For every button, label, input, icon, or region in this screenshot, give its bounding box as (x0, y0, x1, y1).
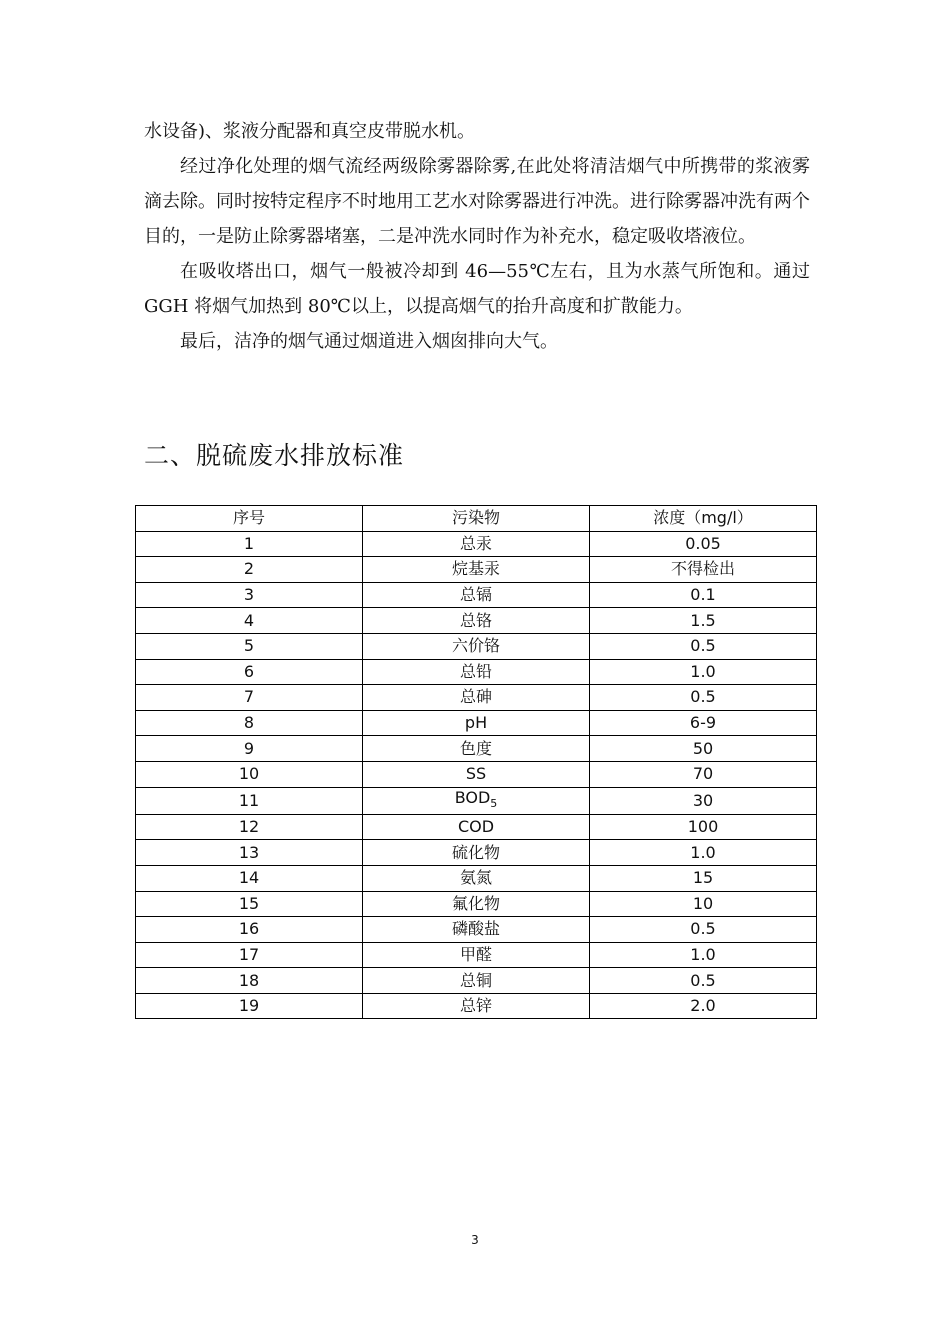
cell-concentration: 1.5 (590, 608, 817, 634)
cell-pollutant: 硫化物 (363, 840, 590, 866)
cell-pollutant: 氟化物 (363, 891, 590, 917)
cell-pollutant: 总砷 (363, 685, 590, 711)
cell-concentration: 0.5 (590, 685, 817, 711)
cell-index: 14 (136, 865, 363, 891)
table-row (136, 787, 817, 814)
cell-concentration: 30 (590, 787, 817, 814)
cell-concentration: 6-9 (590, 710, 817, 736)
cell-index: 9 (136, 736, 363, 762)
cell-concentration: 0.5 (590, 917, 817, 943)
page-number: 3 (471, 1233, 479, 1247)
table-row (136, 736, 817, 762)
table-body (136, 531, 817, 1019)
header-pollutant: 污染物 (363, 506, 590, 532)
cell-pollutant: 总镉 (363, 582, 590, 608)
cell-concentration: 0.1 (590, 582, 817, 608)
cell-concentration: 1.0 (590, 659, 817, 685)
cell-pollutant: pH (363, 710, 590, 736)
discharge-standard-table (135, 505, 817, 1019)
cell-pollutant: 总铜 (363, 968, 590, 994)
table-row (136, 582, 817, 608)
cell-index: 4 (136, 608, 363, 634)
cell-index: 19 (136, 993, 363, 1019)
cell-index: 2 (136, 557, 363, 583)
cell-concentration: 0.5 (590, 633, 817, 659)
cell-concentration: 1.0 (590, 840, 817, 866)
table-row (136, 710, 817, 736)
cell-index: 18 (136, 968, 363, 994)
body-text (144, 114, 810, 359)
table-row (136, 917, 817, 943)
table-row (136, 865, 817, 891)
cell-concentration: 2.0 (590, 993, 817, 1019)
cell-pollutant: 总汞 (363, 531, 590, 557)
cell-concentration: 不得检出 (590, 557, 817, 583)
cell-index: 5 (136, 633, 363, 659)
cell-pollutant: SS (363, 761, 590, 787)
table-row (136, 659, 817, 685)
table-row (136, 557, 817, 583)
cell-index: 3 (136, 582, 363, 608)
cell-index: 1 (136, 531, 363, 557)
table-row (136, 993, 817, 1019)
cell-index: 13 (136, 840, 363, 866)
table-row (136, 761, 817, 787)
cell-index: 10 (136, 761, 363, 787)
cell-index: 11 (136, 787, 363, 814)
cell-concentration: 0.05 (590, 531, 817, 557)
table-row (136, 968, 817, 994)
paragraph-4: 最后，洁净的烟气通过烟道进入烟囱排向大气。 (180, 331, 558, 352)
cell-concentration: 100 (590, 814, 817, 840)
paragraph-1: 水设备)、浆液分配器和真空皮带脱水机。 (144, 121, 476, 142)
paragraph-3: 在吸收塔出口，烟气一般被冷却到 46—55℃左右，且为水蒸气所饱和。通过 GGH 将烟气加热到 80℃以上，以提高烟气的抬升高度和扩散能力。 (144, 261, 810, 317)
cell-pollutant: COD (363, 814, 590, 840)
table-row (136, 608, 817, 634)
table-row (136, 891, 817, 917)
cell-pollutant: 烷基汞 (363, 557, 590, 583)
cell-concentration: 15 (590, 865, 817, 891)
table-row (136, 840, 817, 866)
cell-index: 12 (136, 814, 363, 840)
cell-pollutant: 总锌 (363, 993, 590, 1019)
section-heading: 二、脱硫废水排放标准 (144, 441, 405, 470)
cell-pollutant: 氨氮 (363, 865, 590, 891)
table-header-row (136, 506, 817, 532)
cell-pollutant: 总铅 (363, 659, 590, 685)
table-row (136, 531, 817, 557)
cell-pollutant: $BOD_5$ (363, 787, 590, 814)
cell-index: 17 (136, 942, 363, 968)
header-index: 序号 (136, 506, 363, 532)
cell-pollutant: 总铬 (363, 608, 590, 634)
table-row (136, 633, 817, 659)
table-row (136, 814, 817, 840)
cell-pollutant: 色度 (363, 736, 590, 762)
cell-concentration: 1.0 (590, 942, 817, 968)
cell-index: 7 (136, 685, 363, 711)
paragraph-2: 经过净化处理的烟气流经两级除雾器除雾,在此处将清洁烟气中所携带的浆液雾滴去除。同时按特定程序不时地用工艺水对除雾器进行冲洗。进行除雾器冲洗有两个目的，一是防止除雾器堵塞，二是冲洗水同时作为补充水，稳定吸收塔液位。 (144, 156, 810, 247)
cell-concentration: 50 (590, 736, 817, 762)
cell-pollutant: 甲醛 (363, 942, 590, 968)
header-concentration: 浓度（mg/l） (590, 506, 817, 532)
cell-index: 8 (136, 710, 363, 736)
cell-pollutant: 磷酸盐 (363, 917, 590, 943)
cell-index: 15 (136, 891, 363, 917)
cell-concentration: 0.5 (590, 968, 817, 994)
table-row (136, 942, 817, 968)
cell-index: 16 (136, 917, 363, 943)
cell-index: 6 (136, 659, 363, 685)
cell-concentration: 10 (590, 891, 817, 917)
cell-concentration: 70 (590, 761, 817, 787)
table-row (136, 685, 817, 711)
cell-pollutant: 六价铬 (363, 633, 590, 659)
